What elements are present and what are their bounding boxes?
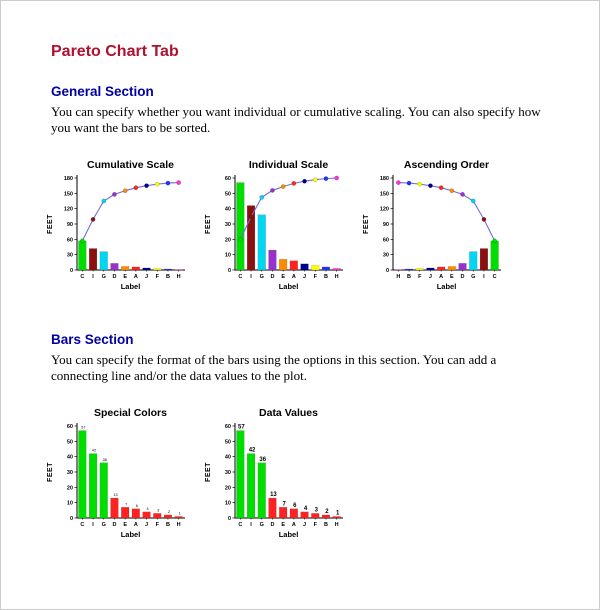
chart-ascending-order <box>359 157 505 309</box>
svg-text:20: 20 <box>224 237 231 244</box>
svg-text:F: F <box>155 522 159 528</box>
svg-text:G: G <box>101 522 106 528</box>
svg-text:4: 4 <box>303 505 308 512</box>
svg-text:A: A <box>133 274 138 280</box>
svg-text:E: E <box>281 274 285 280</box>
svg-text:150: 150 <box>63 191 73 198</box>
svg-text:Individual Scale: Individual Scale <box>248 159 329 171</box>
svg-text:10: 10 <box>66 500 73 507</box>
svg-text:E: E <box>123 274 127 280</box>
svg-text:H: H <box>176 522 181 528</box>
svg-text:36: 36 <box>102 457 107 462</box>
svg-text:D: D <box>270 274 275 280</box>
svg-text:FEET: FEET <box>363 214 370 234</box>
chart-individual-scale <box>201 157 347 309</box>
svg-text:30: 30 <box>224 222 231 228</box>
svg-text:F: F <box>418 274 422 280</box>
chart-special-colors <box>43 405 189 557</box>
svg-text:G: G <box>259 522 264 528</box>
page-title: Pareto Chart Tab <box>51 43 179 60</box>
svg-text:FEET: FEET <box>205 462 212 482</box>
svg-text:120: 120 <box>63 206 73 213</box>
general-charts-row <box>43 157 555 309</box>
svg-text:E: E <box>123 522 127 528</box>
svg-text:A: A <box>291 274 296 280</box>
svg-text:J: J <box>428 274 432 280</box>
svg-text:C: C <box>80 274 85 280</box>
svg-text:E: E <box>450 274 454 280</box>
svg-text:42: 42 <box>91 448 97 453</box>
svg-text:C: C <box>238 274 243 280</box>
svg-text:FEET: FEET <box>47 214 54 234</box>
svg-text:30: 30 <box>66 470 73 476</box>
bars-charts-row <box>43 405 555 557</box>
svg-text:Data Values: Data Values <box>259 407 318 419</box>
svg-text:I: I <box>92 522 94 528</box>
svg-text:F: F <box>313 274 317 280</box>
svg-text:20: 20 <box>66 485 73 492</box>
svg-text:60: 60 <box>382 237 389 244</box>
svg-text:Cumulative Scale: Cumulative Scale <box>87 159 174 171</box>
svg-text:60: 60 <box>66 237 73 244</box>
svg-text:90: 90 <box>66 222 73 228</box>
svg-text:180: 180 <box>379 176 389 182</box>
svg-text:G: G <box>471 274 476 280</box>
svg-text:H: H <box>176 274 181 280</box>
svg-text:50: 50 <box>224 191 231 198</box>
svg-text:2: 2 <box>167 509 171 514</box>
svg-text:B: B <box>165 274 170 280</box>
svg-text:C: C <box>238 522 243 528</box>
svg-text:60: 60 <box>224 176 231 182</box>
svg-text:3: 3 <box>314 507 318 514</box>
general-section <box>47 84 555 309</box>
svg-text:Label: Label <box>278 530 299 539</box>
svg-text:42: 42 <box>248 447 256 454</box>
svg-text:50: 50 <box>66 439 73 446</box>
svg-text:4: 4 <box>146 506 149 511</box>
svg-text:D: D <box>112 274 117 280</box>
svg-text:Label: Label <box>278 282 299 291</box>
svg-text:Label: Label <box>120 530 141 539</box>
general-section-heading: General Section <box>51 84 154 99</box>
general-section-text: You can specify whether you want individual or cumulative scaling. You can also specify how you want the bars to be sorted. <box>51 104 541 135</box>
svg-text:G: G <box>101 274 106 280</box>
svg-text:60: 60 <box>224 424 231 430</box>
bars-section <box>47 332 555 557</box>
svg-text:J: J <box>145 522 149 528</box>
svg-text:I: I <box>250 274 252 280</box>
svg-text:0: 0 <box>227 516 231 522</box>
svg-text:Ascending Order: Ascending Order <box>403 159 490 171</box>
chart-cumulative-scale <box>43 157 189 309</box>
svg-text:30: 30 <box>224 470 231 476</box>
svg-text:J: J <box>303 522 307 528</box>
bars-section-heading: Bars Section <box>51 332 134 347</box>
svg-text:E: E <box>281 522 285 528</box>
svg-text:0: 0 <box>69 516 73 522</box>
svg-text:FEET: FEET <box>47 462 54 482</box>
svg-text:36: 36 <box>259 456 267 463</box>
svg-text:0: 0 <box>227 268 231 274</box>
svg-text:H: H <box>334 274 339 280</box>
svg-text:Label: Label <box>436 282 457 291</box>
svg-text:B: B <box>407 274 412 280</box>
svg-text:D: D <box>270 522 275 528</box>
svg-text:I: I <box>250 522 252 528</box>
svg-text:50: 50 <box>224 439 231 446</box>
svg-text:30: 30 <box>382 252 389 259</box>
svg-text:40: 40 <box>224 206 231 213</box>
svg-text:40: 40 <box>224 454 231 461</box>
svg-text:30: 30 <box>66 252 73 259</box>
svg-text:6: 6 <box>135 503 138 508</box>
svg-text:A: A <box>291 522 296 528</box>
svg-text:7: 7 <box>125 502 128 507</box>
svg-text:13: 13 <box>270 492 277 499</box>
svg-text:1: 1 <box>178 511 181 516</box>
svg-text:H: H <box>396 274 401 280</box>
svg-text:90: 90 <box>382 222 389 228</box>
svg-text:I: I <box>483 274 485 280</box>
svg-text:J: J <box>303 274 307 280</box>
chart-data-values <box>201 405 347 557</box>
svg-text:D: D <box>460 274 465 280</box>
svg-text:57: 57 <box>238 424 245 431</box>
svg-text:B: B <box>323 522 328 528</box>
svg-text:10: 10 <box>224 500 231 507</box>
svg-text:Special Colors: Special Colors <box>94 407 167 419</box>
svg-text:A: A <box>439 274 444 280</box>
svg-text:60: 60 <box>66 424 73 430</box>
svg-text:6: 6 <box>293 502 297 509</box>
svg-text:10: 10 <box>224 252 231 259</box>
svg-text:C: C <box>80 522 85 528</box>
svg-text:D: D <box>112 522 117 528</box>
svg-text:J: J <box>145 274 149 280</box>
svg-text:2: 2 <box>325 508 329 515</box>
svg-text:I: I <box>92 274 94 280</box>
svg-text:7: 7 <box>282 501 286 508</box>
svg-text:180: 180 <box>63 176 73 182</box>
svg-text:1: 1 <box>335 510 340 517</box>
svg-text:150: 150 <box>379 191 389 198</box>
svg-text:0: 0 <box>385 268 389 274</box>
svg-text:3: 3 <box>157 508 160 513</box>
svg-text:120: 120 <box>379 206 389 213</box>
svg-text:40: 40 <box>66 454 73 461</box>
svg-text:C: C <box>492 274 497 280</box>
svg-text:57: 57 <box>81 425 86 430</box>
svg-text:0: 0 <box>69 268 73 274</box>
svg-text:FEET: FEET <box>205 214 212 234</box>
bars-section-text: You can specify the format of the bars using the options in this section. You can add a connecting line and/or the data values to the plot. <box>51 352 497 383</box>
svg-text:F: F <box>313 522 317 528</box>
svg-text:H: H <box>334 522 339 528</box>
svg-text:F: F <box>155 274 159 280</box>
svg-text:B: B <box>323 274 328 280</box>
svg-text:Label: Label <box>120 282 141 291</box>
svg-text:B: B <box>165 522 170 528</box>
svg-text:G: G <box>259 274 264 280</box>
svg-text:20: 20 <box>224 485 231 492</box>
svg-text:13: 13 <box>113 493 118 498</box>
svg-text:A: A <box>133 522 138 528</box>
